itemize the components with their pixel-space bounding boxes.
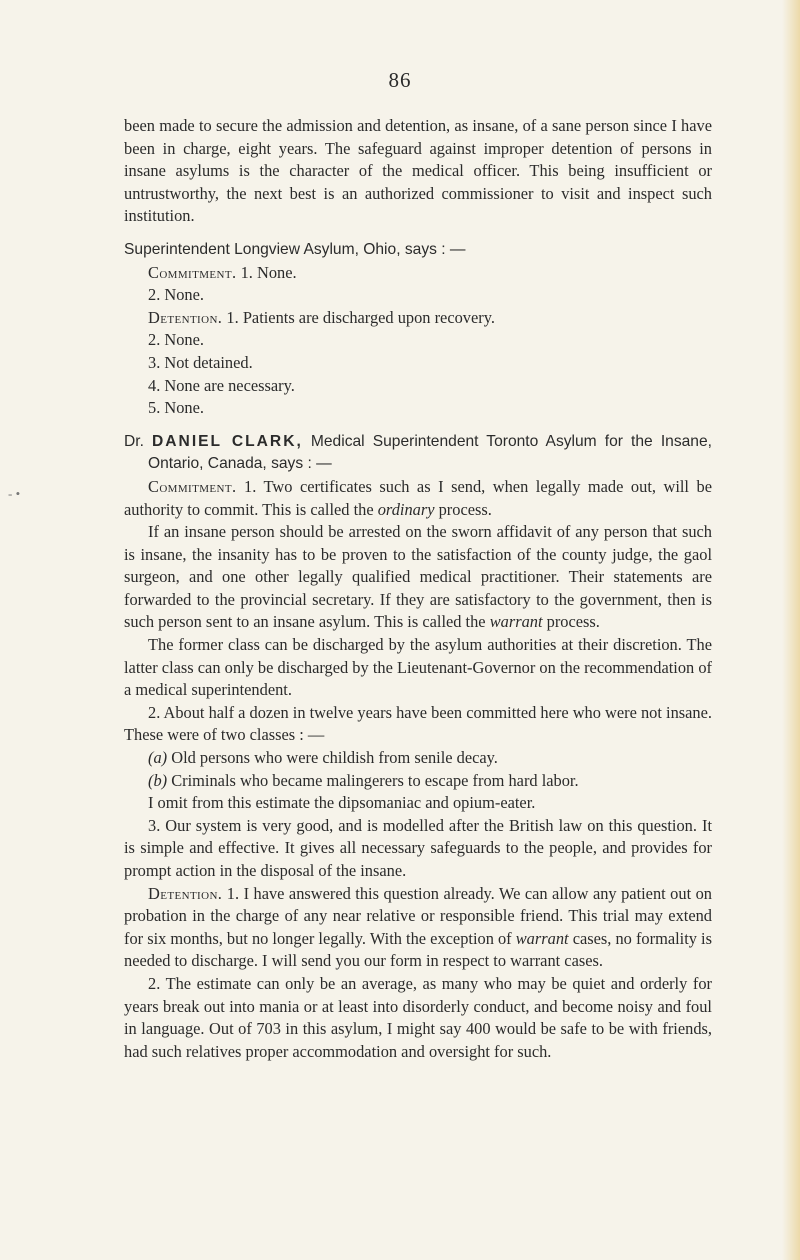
answer-text: 2. None. xyxy=(148,330,204,350)
section-label: Commitment. xyxy=(148,476,237,496)
commitment-paragraph-4: 2. About half a dozen in twelve years have been committed here who were not insane. These were of two classes : — xyxy=(124,702,712,745)
longview-item xyxy=(124,397,712,420)
longview-item xyxy=(124,262,712,285)
margin-mark: - • xyxy=(8,486,21,501)
list-item-a xyxy=(124,747,712,770)
answer-text: 1. Patients are discharged upon recovery. xyxy=(226,307,495,327)
list-label: (b) xyxy=(148,770,168,790)
commitment-paragraph-3: The former class can be discharged by the asylum authorities at their discretion. The latter class can only be discharged by the Lieutenant-Governor on the recommendation of a medical superintendent. xyxy=(124,635,712,700)
longview-item xyxy=(124,307,712,330)
doctor-prefix: Dr. xyxy=(124,432,144,450)
detention-paragraph-2: 2. The estimate can only be an average, as many who may be quiet and orderly for years break out into mania or at least into disorderly conduct, and become noisy and foul in language. Out of 703 in this asylum, I might say 400 would be safe to be with friends, had such relatives proper accommodation and oversight for such. xyxy=(124,973,712,1061)
detention-paragraph-1 xyxy=(124,883,712,973)
list-label: (a) xyxy=(148,748,168,768)
commitment-paragraph-6: 3. Our system is very good, and is modelled after the British law on this question. It is simple and effective. It gives all necessary safeguards to the people, and provides for prompt action in the disposal of the insane. xyxy=(124,815,712,880)
intro-paragraph: been made to secure the admission and detention, as insane, of a sane person since I have been in charge, eight years. The safeguard against improper detention of persons in insane asylums is the character of the medical officer. This being insufficient or untrustworthy, the next best is an authorized commissioner to visit and inspect such institution. xyxy=(124,116,712,226)
doctor-name: DANIEL CLARK, xyxy=(152,432,303,450)
page-number: 86 xyxy=(388,68,412,92)
longview-heading: Superintendent Longview Asylum, Ohio, says : — xyxy=(124,240,466,258)
text-run: process. xyxy=(438,499,492,519)
text-run: process. xyxy=(546,612,600,632)
list-text: Old persons who were childish from senile decay. xyxy=(171,748,498,768)
text-run: cases, no formality is needed to discharge. I will send you our form in respect to warrant cases. xyxy=(124,928,712,971)
heading-rest: Medical Superintendent Toronto Asylum for the Insane, Ontario, Canada, says : — xyxy=(148,432,712,473)
text-run: 1. I have answered this question already. We can allow any patient out on probation in the charge of any near relative or responsible friend. This trial may extend for six months, but no longer legally. With the exception of xyxy=(124,883,712,948)
answer-text: 1. None. xyxy=(240,262,297,282)
section-label: Detention. xyxy=(148,307,223,327)
toronto-heading xyxy=(124,431,712,476)
emphasis-ordinary: ordinary xyxy=(377,499,435,519)
answer-text: 5. None. xyxy=(148,398,204,418)
emphasis-warrant: warrant xyxy=(515,928,569,948)
answer-text: 3. Not detained. xyxy=(148,352,253,372)
commitment-paragraph-5: I omit from this estimate the dipsomaniac and opium-eater. xyxy=(148,793,536,813)
commitment-paragraph-2 xyxy=(124,521,712,634)
answer-text: 2. None. xyxy=(148,285,204,305)
longview-item xyxy=(124,352,712,375)
page-body xyxy=(124,115,712,1063)
longview-item xyxy=(124,329,712,352)
list-text: Criminals who became malingerers to escape from hard labor. xyxy=(171,770,579,790)
section-label: Detention. xyxy=(148,883,223,903)
text-run: 1. Two certificates such as I send, when legally made out, will be authority to commit. This is called the xyxy=(124,476,712,519)
longview-item xyxy=(124,375,712,398)
longview-item xyxy=(124,284,712,307)
emphasis-warrant: warrant xyxy=(489,612,543,632)
commitment-paragraph-1 xyxy=(124,476,712,521)
text-run: If an insane person should be arrested on the sworn affidavit of any person that such is insane, the insanity has to be proven to the satisfaction of the county judge, the gaol surgeon, and one other legally qualified medical practitioner. Their statements are forwarded to the provincial secretary. If they are satisfactory to the government, then is such person sent to an insane asylum. This is called the xyxy=(124,522,712,632)
list-item-b xyxy=(124,770,712,793)
answer-text: 4. None are necessary. xyxy=(148,375,295,395)
section-label: Commitment. xyxy=(148,262,237,282)
page-edge xyxy=(782,0,800,1260)
